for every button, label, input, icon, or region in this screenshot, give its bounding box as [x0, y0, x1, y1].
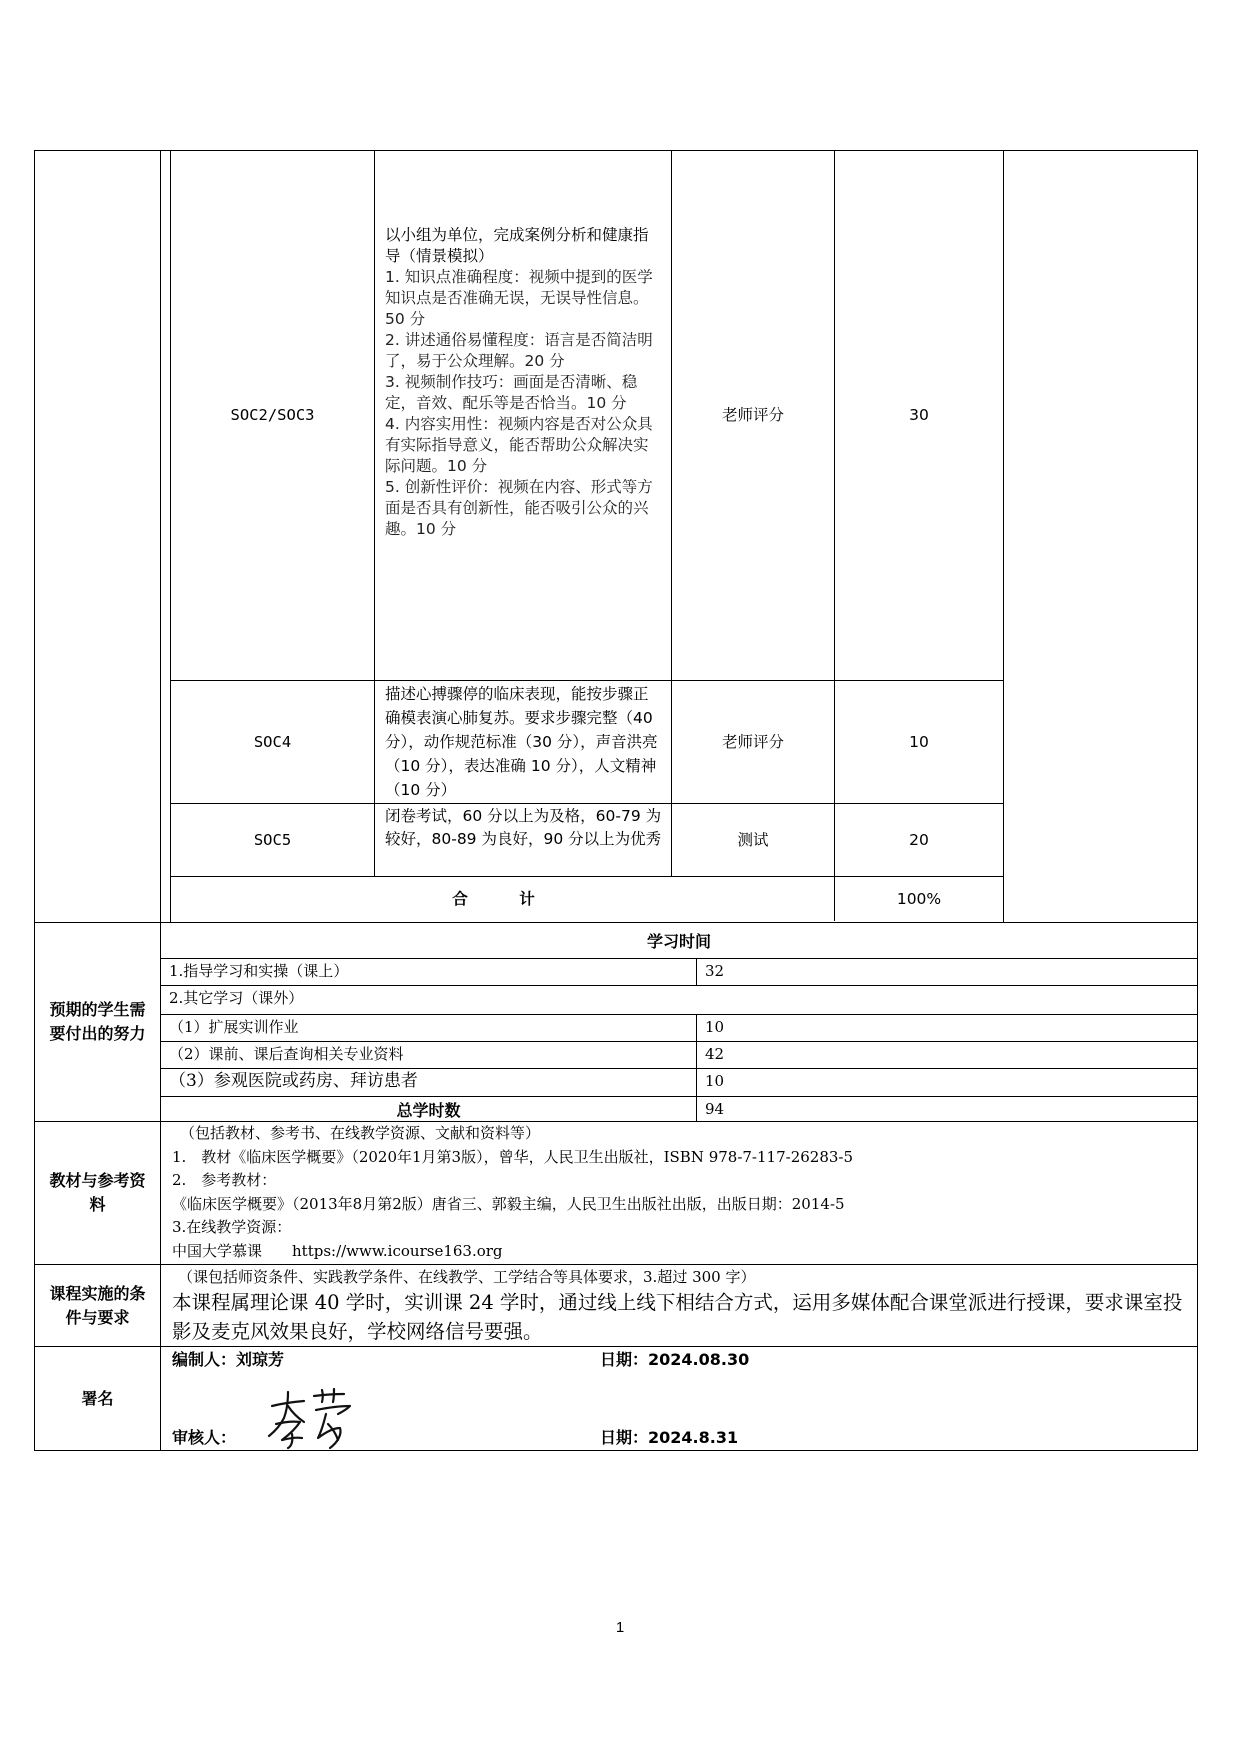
criteria-item: 2. 讲述通俗易懂程度：语言是否简洁明了，易于公众理解。20 分 — [385, 331, 653, 370]
criteria-item: 4. 内容实用性：视频内容是否对公众具有实际指导意义，能否帮助公众解决实际问题。10 分 — [385, 415, 653, 475]
assessment-method-cell — [672, 804, 835, 876]
assessment-method: 测试 — [737, 830, 769, 849]
materials-line: 《临床医学概要》（2013年8月第2版）唐省三、郭毅主编，人民卫生出版社出版，出版日期：2014-5 — [172, 1194, 845, 1213]
assessment-total-value-cell — [835, 877, 1003, 921]
signature-label-cell — [35, 1347, 160, 1451]
effort-row-label: 1.指导学习和实操（课上） — [169, 962, 349, 980]
outer-left-divider — [160, 150, 161, 922]
materials-content — [172, 1122, 1192, 1263]
assessment-total-value: 100% — [896, 889, 942, 908]
effort-row-label: （3）参观医院或药房、拜访患者 — [169, 1071, 418, 1091]
materials-label-cell — [35, 1121, 160, 1265]
materials-line: 中国大学慕课 https://www.icourse163.org — [172, 1241, 503, 1260]
assessment-method-cell — [672, 150, 835, 680]
assessment-description-cell — [375, 804, 672, 876]
assessment-description: 闭卷考试，60 分以上为及格，60-79 为较好，80-89 为良好，90 分以上为优秀 — [385, 807, 662, 848]
effort-label: 预期的学生需要付出的努力 — [49, 1000, 146, 1043]
page-number: 1 — [615, 1619, 625, 1636]
assessment-weight-cell — [835, 681, 1003, 803]
assessment-method-cell — [672, 681, 835, 803]
assessment-method: 老师评分 — [721, 405, 784, 424]
criteria-item: 5. 创新性评价：视频在内容、形式等方面是否具有创新性，能否吸引公众的兴趣。10 分 — [385, 478, 653, 538]
signature-left-divider — [160, 1347, 161, 1451]
effort-row-value: 10 — [696, 1015, 1197, 1041]
effort-row-value: 32 — [696, 959, 1197, 985]
assessment-title: 以小组为单位，完成案例分析和健康指导（情景模拟） — [385, 226, 649, 265]
assessment-criteria-cell — [375, 150, 672, 680]
assessment-weight: 10 — [909, 732, 929, 751]
materials-line: 1. 教材《临床医学概要》（2020年1月第3版），曾华，人民卫生出版社，ISBN 978-7-117-26283-5 — [172, 1147, 854, 1166]
assessment-description: 描述心搏骤停的临床表现，能按步骤正确模表演心肺复苏。要求步骤完整（40 分），动作规范标准（30 分），声音洪亮（10 分），表达准确 10 分），人文精神（10 分） — [385, 685, 658, 799]
compiler-name: 编制人：刘琼芳 — [172, 1350, 285, 1369]
conditions-label: 课程实施的条件与要求 — [49, 1284, 146, 1327]
conditions-left-divider — [160, 1265, 161, 1347]
effort-row-value: 42 — [696, 1042, 1197, 1068]
criteria-item: 3. 视频制作技巧：画面是否清晰、稳定，音效、配乐等是否恰当。10 分 — [385, 373, 638, 412]
reviewer-date: 日期：2024.8.31 — [600, 1428, 739, 1447]
effort-header-text: 学习时间 — [646, 931, 711, 951]
assessment-total-label-cell — [171, 877, 835, 921]
conditions-label-cell — [35, 1265, 160, 1347]
effort-row-value: 10 — [696, 1069, 1197, 1096]
materials-line: （包括教材、参考书、在线教学资源、文献和资料等） — [180, 1124, 541, 1142]
assessment-total-label: 合 计 — [452, 889, 553, 908]
assessment-code-cell — [171, 150, 375, 680]
assessment-description-cell — [375, 681, 672, 803]
reviewer-name: 审核人： — [172, 1428, 237, 1447]
assessment-weight-cell — [835, 150, 1003, 680]
assessment-code: SOC5 — [253, 830, 292, 849]
assessment-code: SOC2/SOC3 — [230, 405, 315, 424]
criteria-item: 1. 知识点准确程度：视频中提到的医学知识点是否准确无误，无误导性信息。50 分 — [385, 268, 653, 328]
conditions-body: 本课程属理论课 40 学时，实训课 24 学时，通过线上线下相结合方式，运用多媒体配合课堂派进行授课，要求课室投影及麦克风效果良好，学校网络信号要强。 — [172, 1291, 1183, 1343]
materials-label: 教材与参考资料 — [49, 1171, 146, 1214]
conditions-note: （课包括师资条件、实践教学条件、在线教学、工学结合等具体要求，3.超过 300 字） — [178, 1268, 756, 1286]
effort-label-cell — [35, 922, 160, 1122]
assessment-code: SOC4 — [253, 732, 292, 751]
materials-line: 3.在线教学资源： — [172, 1218, 292, 1236]
assessment-code-cell — [171, 804, 375, 876]
assessment-weight-cell — [835, 804, 1003, 876]
compiler-date: 日期：2024.08.30 — [600, 1350, 750, 1369]
effort-total-value: 94 — [696, 1097, 1197, 1122]
effort-row-label: 2.其它学习（课外） — [169, 989, 304, 1007]
assessment-method: 老师评分 — [721, 732, 784, 751]
effort-row-label: （2）课前、课后查询相关专业资料 — [169, 1045, 404, 1063]
reviewer-signature — [266, 1388, 354, 1450]
signature-label: 署名 — [81, 1389, 114, 1408]
materials-left-divider — [160, 1121, 161, 1265]
assessment-code-cell — [171, 681, 375, 803]
materials-line: 2. 参考教材： — [172, 1171, 277, 1189]
assessment-weight: 20 — [909, 830, 929, 849]
effort-row-label: （1）扩展实训作业 — [169, 1018, 299, 1036]
effort-total-label: 总学时数 — [396, 1101, 461, 1120]
effort-header — [161, 922, 1197, 958]
assessment-weight: 30 — [909, 405, 929, 424]
